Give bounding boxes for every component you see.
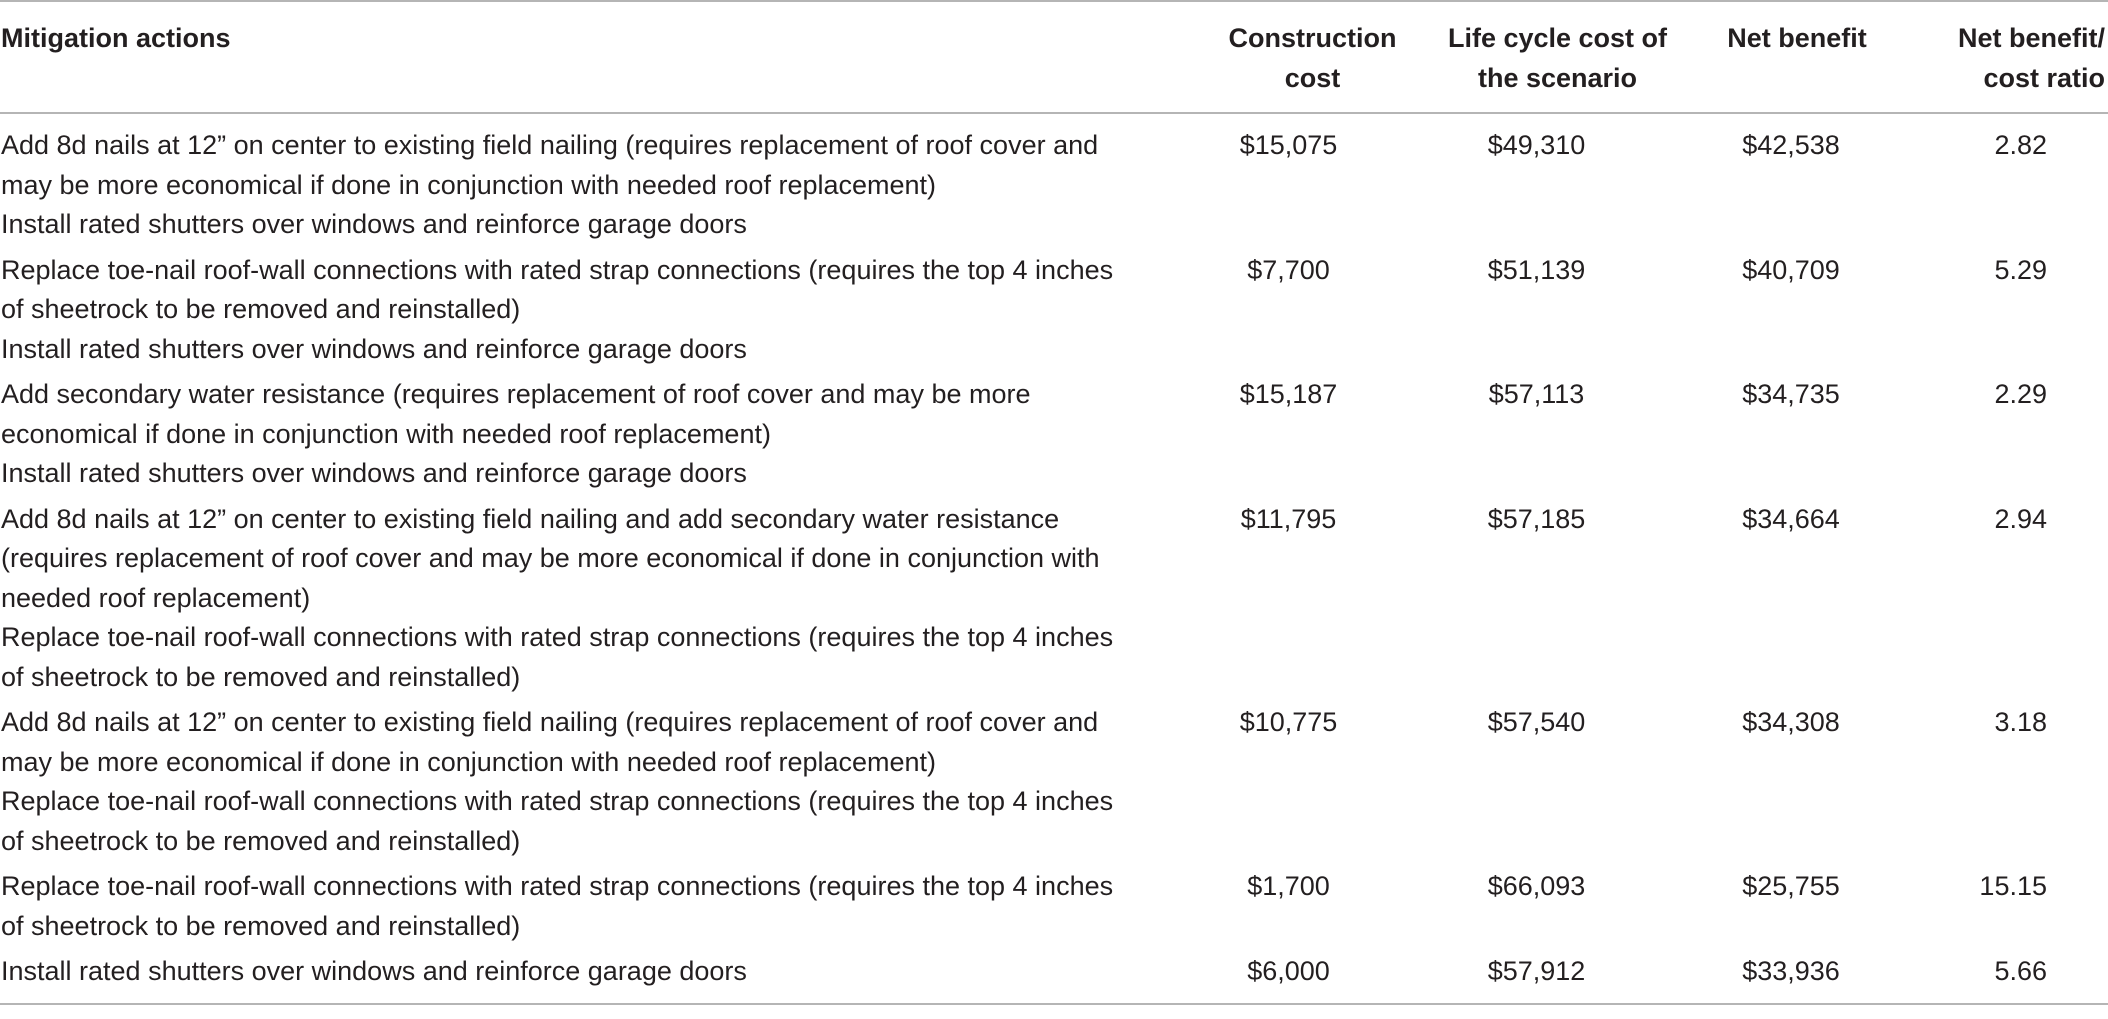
ratio-cell: 5.29 [1994, 254, 2047, 285]
header-row [0, 1, 2108, 113]
action-text-line: Replace toe-nail roof-wall connections with rated strap connections (requires the top 4 inches [1, 622, 1114, 652]
action-text-line: Install rated shutters over windows and reinforce garage doors [1, 458, 747, 488]
action-text-line: Install rated shutters over windows and reinforce garage doors [1, 956, 747, 986]
header-construction-line2: cost [1284, 63, 1341, 93]
table-row [0, 372, 2108, 497]
action-text-line: economical if done in conjunction with needed roof replacement) [1, 418, 771, 449]
life-cycle-cost-cell: $66,093 [1487, 871, 1586, 901]
header-ratio-line2: cost ratio [1983, 63, 2105, 93]
ratio-cell: 3.18 [1994, 707, 2047, 737]
table-row [0, 949, 2108, 1004]
construction-cost-cell: $6,000 [1190, 949, 1435, 1004]
mitigation-actions-cell [0, 372, 1190, 497]
net-benefit-cell: $40,709 [1742, 254, 1840, 285]
life-cycle-cost-cell: $57,185 [1487, 503, 1586, 534]
action-text-line: may be more economical if done in conjunction with needed roof replacement) [1, 746, 937, 777]
header-ratio-line1: Net benefit/ [1957, 23, 2105, 53]
construction-cost-cell: $15,075 [1239, 130, 1338, 160]
table-row [0, 497, 2108, 701]
table-header [0, 1, 2108, 113]
mitigation-actions-cell [0, 700, 1190, 864]
net-benefit-cell: $34,308 [1742, 707, 1840, 737]
net-benefit-cell: $42,538 [1742, 130, 1840, 160]
action-text-line: Install rated shutters over windows and reinforce garage doors [1, 333, 747, 364]
action-text-line: Replace toe-nail roof-wall connections with rated strap connections (requires the top 4 inches [1, 786, 1114, 816]
construction-cost-cell: $15,187 [1239, 379, 1338, 409]
action-text-line: may be more economical if done in conjunction with needed roof replacement) [1, 169, 937, 200]
action-text-line: Add 8d nails at 12” on center to existing field nailing (requires replacement of roof cover and [1, 707, 1099, 737]
header-mitigation-actions: Mitigation actions [0, 1, 1190, 113]
action-text-line: Add secondary water resistance (requires replacement of roof cover and may be more [1, 379, 1031, 409]
construction-cost-cell: $1,700 [1247, 871, 1330, 901]
mitigation-actions-cell [0, 949, 1190, 1004]
construction-cost-cell: $10,775 [1239, 707, 1338, 737]
mitigation-actions-cell [0, 113, 1190, 248]
action-text-line: of sheetrock to be removed and reinstalled) [1, 294, 521, 324]
net-benefit-cell: $34,664 [1742, 503, 1840, 534]
life-cycle-cost-cell: $57,113 [1488, 379, 1585, 409]
header-lifecycle-line1: Life cycle cost of [1447, 23, 1668, 53]
action-text-line: Add 8d nails at 12” on center to existing field nailing and add secondary water resistance [1, 503, 1060, 534]
action-text-line: Add 8d nails at 12” on center to existing field nailing (requires replacement of roof cover and [1, 130, 1099, 160]
action-text-line: needed roof replacement) [1, 582, 311, 613]
ratio-cell: 2.29 [1994, 379, 2047, 409]
header-construction-cost [1190, 1, 1435, 113]
action-text-line: of sheetrock to be removed and reinstalled) [1, 825, 521, 856]
construction-cost-cell: $7,700 [1247, 254, 1330, 285]
ratio-cell: 2.82 [1994, 130, 2047, 160]
action-text-line: of sheetrock to be removed and reinstalled) [1, 910, 521, 941]
table-row [0, 248, 2108, 373]
action-text-line: Install rated shutters over windows and reinforce garage doors [1, 209, 747, 239]
table-row [0, 864, 2108, 949]
action-text-line: of sheetrock to be removed and reinstalled) [1, 661, 521, 692]
mitigation-actions-cell [0, 864, 1190, 949]
table-body [0, 113, 2108, 1004]
action-text-line: Replace toe-nail roof-wall connections with rated strap connections (requires the top 4 inches [1, 254, 1114, 285]
header-life-cycle-cost [1435, 1, 1680, 113]
net-benefit-cell: $25,755 [1742, 871, 1840, 901]
ratio-cell: 15.15 [1979, 871, 2047, 901]
table-row [0, 700, 2108, 864]
net-benefit-cell: $33,936 [1680, 949, 1914, 1004]
mitigation-actions-cell [0, 248, 1190, 373]
table-row [0, 113, 2108, 248]
header-construction-line1: Construction [1228, 23, 1397, 53]
action-text-line: Replace toe-nail roof-wall connections with rated strap connections (requires the top 4 inches [1, 871, 1114, 901]
life-cycle-cost-cell: $57,540 [1487, 707, 1586, 737]
life-cycle-cost-cell: $57,912 [1435, 949, 1680, 1004]
action-text-line: (requires replacement of roof cover and may be more economical if done in conjunction with [1, 543, 1100, 573]
header-ratio [1914, 1, 2108, 113]
life-cycle-cost-cell: $51,139 [1487, 254, 1586, 285]
ratio-cell: 2.94 [1994, 503, 2047, 534]
construction-cost-cell: $11,795 [1240, 503, 1337, 534]
header-lifecycle-line2: the scenario [1477, 63, 1638, 93]
header-net-benefit: Net benefit [1680, 1, 1914, 113]
life-cycle-cost-cell: $49,310 [1487, 130, 1586, 160]
mitigation-actions-cell [0, 497, 1190, 701]
ratio-cell: 5.66 [1914, 949, 2108, 1004]
net-benefit-cell: $34,735 [1742, 379, 1840, 409]
